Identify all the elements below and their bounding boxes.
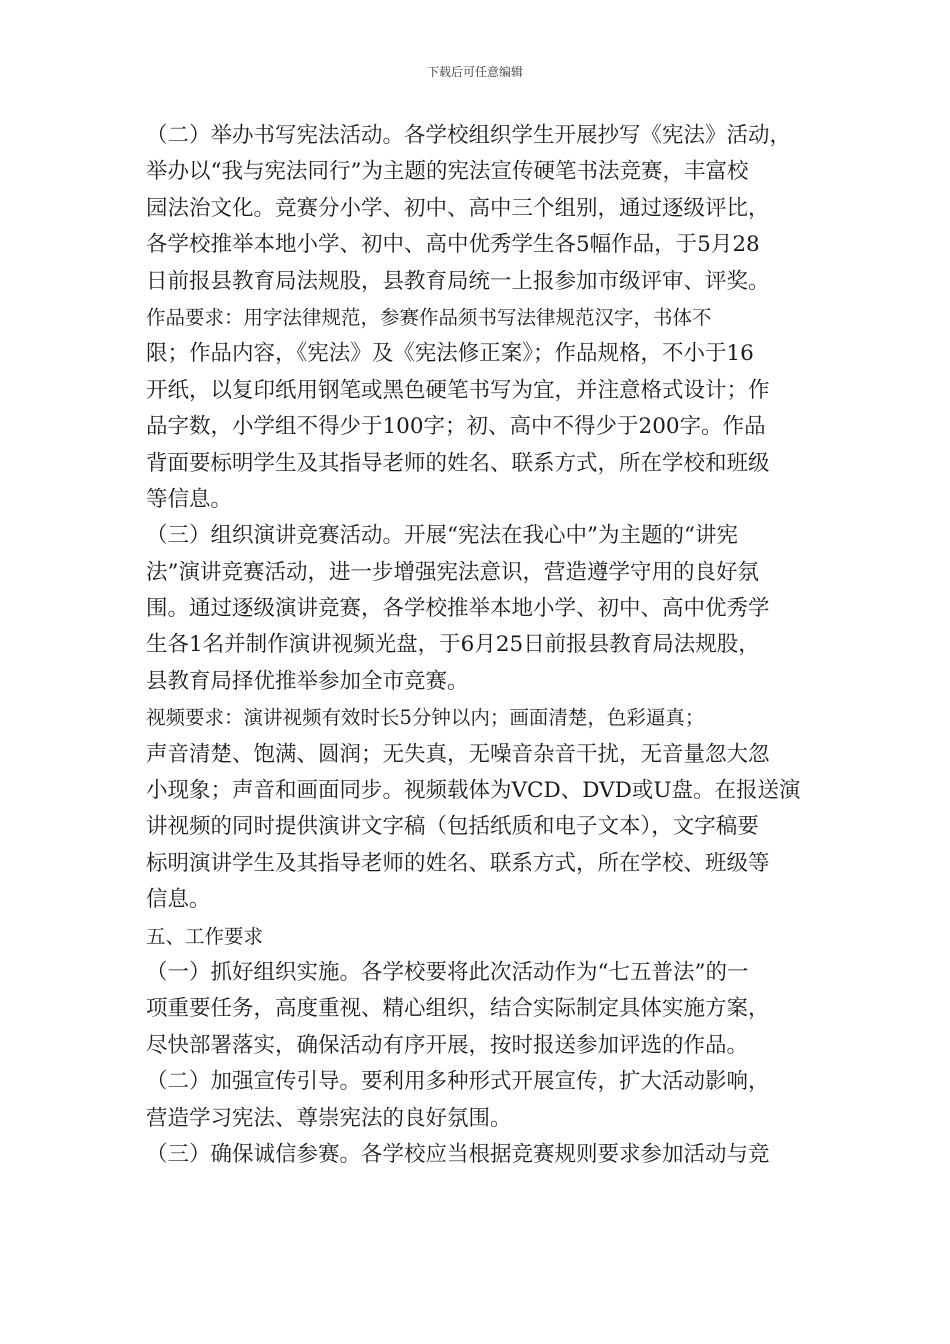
text-line: 法”演讲竞赛活动，进一步增强宪法意识，营造遵学守用的良好氛 xyxy=(146,559,759,585)
text-line: 视频要求：演讲视频有效时长5分钟以内；画面清楚，色彩逼真； xyxy=(146,706,705,730)
text-line: 举办以“我与宪法同行”为主题的宪法宣传硬笔书法竞赛，丰富校 xyxy=(146,159,749,185)
document-body xyxy=(146,118,811,1173)
text-line: 日前报县教育局法规股，县教育局统一上报参加市级评审、评奖。 xyxy=(146,268,770,294)
text-line: 生各1名并制作演讲视频光盘，于6月25日前报县教育局法规股， xyxy=(146,632,760,658)
text-line: （一）抓好组织实施。各学校要将此次活动作为“七五普法”的一 xyxy=(146,959,749,985)
text-line: 限；作品内容，《宪法》及《宪法修正案》；作品规格，不小于16 xyxy=(146,341,754,367)
text-line: 标明演讲学生及其指导老师的姓名、联系方式，所在学校、班级等 xyxy=(146,850,770,876)
text-line: 各学校推举本地小学、初中、高中优秀学生各5幅作品，于5月28 xyxy=(146,232,760,258)
text-line: 品字数，小学组不得少于100字；初、高中不得少于200字。作品 xyxy=(146,414,766,440)
text-line: 讲视频的同时提供演讲文字稿（包括纸质和电子文本），文字稿要 xyxy=(146,814,759,840)
text-line: 开纸，以复印纸用钢笔或黑色硬笔书写为宜，并注意格式设计；作 xyxy=(146,377,770,403)
text-line: 营造学习宪法、尊崇宪法的良好氛围。 xyxy=(146,1105,512,1131)
text-line: 园法治文化。竞赛分小学、初中、高中三个组别，通过逐级评比， xyxy=(146,195,770,221)
text-line: 尽快部署落实，确保活动有序开展，按时报送参加评选的作品。 xyxy=(146,1032,749,1058)
text-line: 背面要标明学生及其指导老师的姓名、联系方式，所在学校和班级 xyxy=(146,450,770,476)
text-line: 信息。 xyxy=(146,887,211,913)
text-line: 县教育局择优推举参加全市竞赛。 xyxy=(146,668,469,694)
text-line: （二）加强宣传引导。要利用多种形式开展宣传，扩大活动影响， xyxy=(146,1069,770,1095)
text-line: （三）组织演讲竞赛活动。开展“宪法在我心中”为主题的“讲宪 xyxy=(146,523,738,549)
text-line: 五、工作要求 xyxy=(146,924,264,948)
text-line: （三）确保诚信参赛。各学校应当根据竞赛规则要求参加活动与竞 xyxy=(146,1141,770,1167)
text-line: （二）举办书写宪法活动。各学校组织学生开展抄写《宪法》活动， xyxy=(146,123,792,148)
page-header: 下载后可任意编辑 xyxy=(426,65,523,79)
text-line: 项重要任务，高度重视、精心组织，结合实际制定具体实施方案， xyxy=(146,996,770,1022)
text-line: 等信息。 xyxy=(146,486,233,512)
text-line: 小现象；声音和画面同步。视频载体为VCD、DVD或U盘。在报送演 xyxy=(146,778,801,804)
text-line: 围。通过逐级演讲竞赛，各学校推举本地小学、初中、高中优秀学 xyxy=(146,596,770,622)
text-line: 声音清楚、饱满、圆润；无失真，无噪音杂音干扰，无音量忽大忽 xyxy=(146,741,770,767)
text-line: 作品要求：用字法律规范，参赛作品须书写法律规范汉字，书体不 xyxy=(146,305,712,329)
